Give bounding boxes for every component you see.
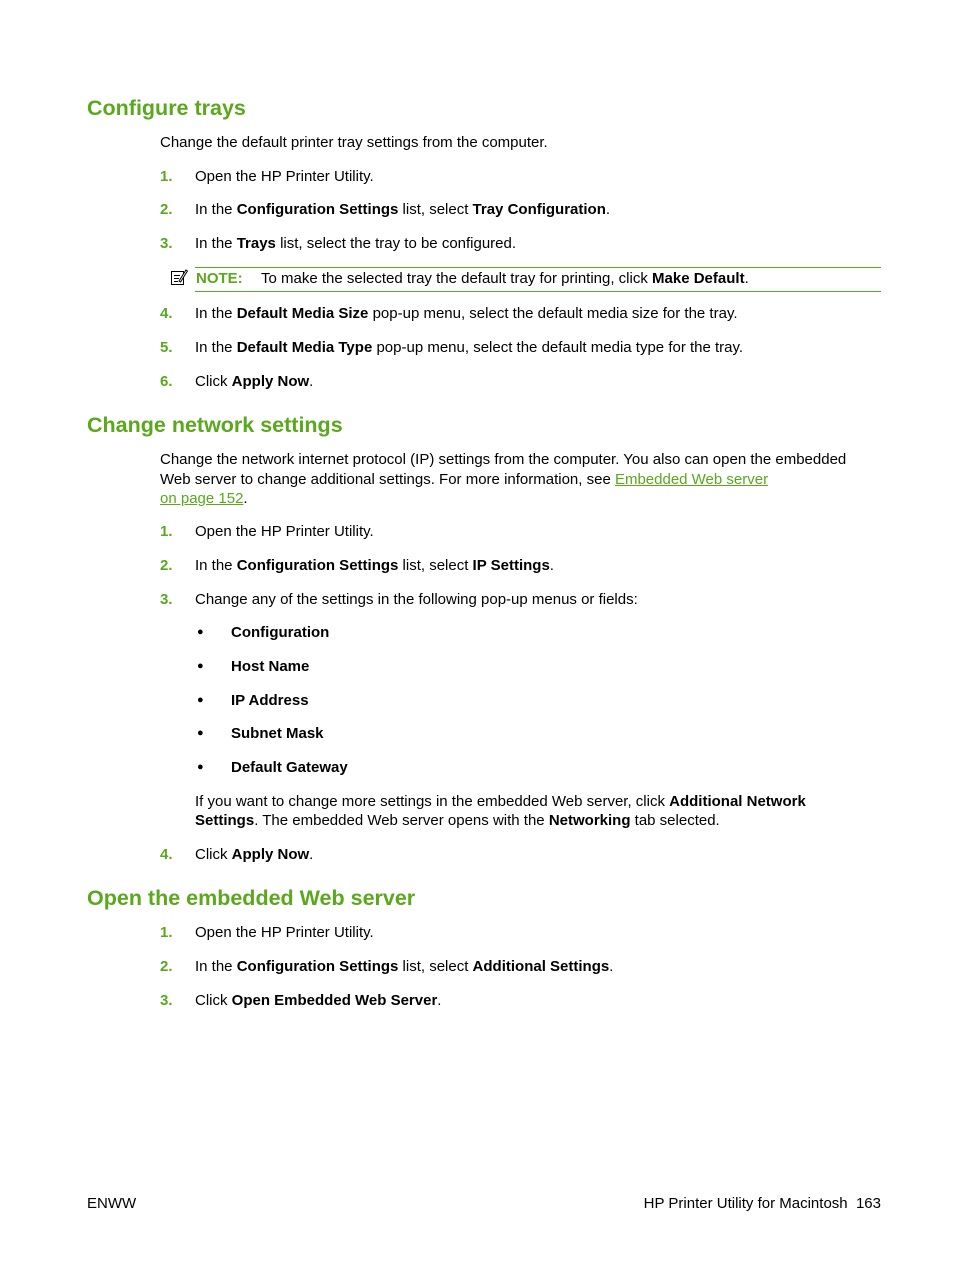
- step-number: 2.: [160, 958, 173, 975]
- note-pencil-icon: [170, 268, 188, 286]
- step-text: In the Configuration Settings list, select Tray Configuration.: [195, 201, 611, 218]
- step-text: Click Open Embedded Web Server.: [195, 992, 442, 1009]
- embedded-web-server-page-link[interactable]: on page 152: [160, 490, 244, 507]
- embedded-web-server-link[interactable]: Embedded Web server: [614, 471, 769, 488]
- page-number: 163: [855, 1195, 881, 1212]
- bullet-icon: ●: [197, 660, 204, 672]
- step-text: Click Apply Now.: [195, 373, 314, 390]
- note-text: To make the selected tray the default tray for printing, click Make Default.: [261, 270, 749, 287]
- step-number: 3.: [160, 992, 173, 1009]
- step-number: 5.: [160, 339, 173, 356]
- note-label: NOTE:: [196, 270, 243, 287]
- network-extra-line1: If you want to change more settings in the embedded Web server, click Additional Network: [195, 793, 806, 810]
- step-number: 3.: [160, 235, 173, 252]
- footer-left: ENWW: [87, 1195, 137, 1212]
- network-extra-line2: Settings. The embedded Web server opens with the Networking tab selected.: [195, 812, 720, 829]
- bullet-icon: ●: [197, 694, 204, 706]
- step-text: In the Trays list, select the tray to be configured.: [195, 235, 517, 252]
- bullet-item: Configuration: [231, 624, 330, 641]
- heading-open-embedded-web-server: Open the embedded Web server: [87, 886, 416, 910]
- step-number: 4.: [160, 305, 173, 322]
- bullet-item: Subnet Mask: [231, 725, 324, 742]
- heading-configure-trays: Configure trays: [87, 96, 246, 120]
- step-text: In the Configuration Settings list, select Additional Settings.: [195, 958, 614, 975]
- heading-change-network-settings: Change network settings: [87, 413, 343, 437]
- step-number: 4.: [160, 846, 173, 863]
- step-text: Open the HP Printer Utility.: [195, 924, 374, 941]
- step-number: 1.: [160, 523, 173, 540]
- network-intro-line2: Web server to change additional settings. For more information, see Embedded Web server: [160, 471, 769, 488]
- footer-title: HP Printer Utility for Macintosh: [643, 1195, 848, 1212]
- bullet-item: IP Address: [231, 692, 309, 709]
- configure-intro: Change the default printer tray settings from the computer.: [160, 134, 548, 151]
- step-number: 3.: [160, 591, 173, 608]
- bullet-icon: ●: [197, 727, 204, 739]
- bullet-icon: ●: [197, 761, 204, 773]
- bullet-icon: ●: [197, 626, 204, 638]
- step-text: In the Default Media Size pop-up menu, select the default media size for the tray.: [195, 305, 738, 322]
- network-intro-line1: Change the network internet protocol (IP) settings from the computer. You also can open the embedded: [160, 451, 847, 468]
- network-intro-line3: on page 152.: [160, 490, 248, 507]
- bullet-item: Default Gateway: [231, 759, 348, 776]
- step-number: 2.: [160, 201, 173, 218]
- step-text: Click Apply Now.: [195, 846, 314, 863]
- step-text: Change any of the settings in the following pop-up menus or fields:: [195, 591, 638, 608]
- step-number: 6.: [160, 373, 173, 390]
- note-box: [195, 267, 881, 292]
- step-number: 1.: [160, 168, 173, 185]
- step-number: 1.: [160, 924, 173, 941]
- step-text: In the Configuration Settings list, select IP Settings.: [195, 557, 554, 574]
- bullet-item: Host Name: [231, 658, 310, 675]
- step-text: In the Default Media Type pop-up menu, select the default media type for the tray.: [195, 339, 744, 356]
- footer-right: [644, 1194, 881, 1213]
- step-text: Open the HP Printer Utility.: [195, 168, 374, 185]
- step-number: 2.: [160, 557, 173, 574]
- step-text: Open the HP Printer Utility.: [195, 523, 374, 540]
